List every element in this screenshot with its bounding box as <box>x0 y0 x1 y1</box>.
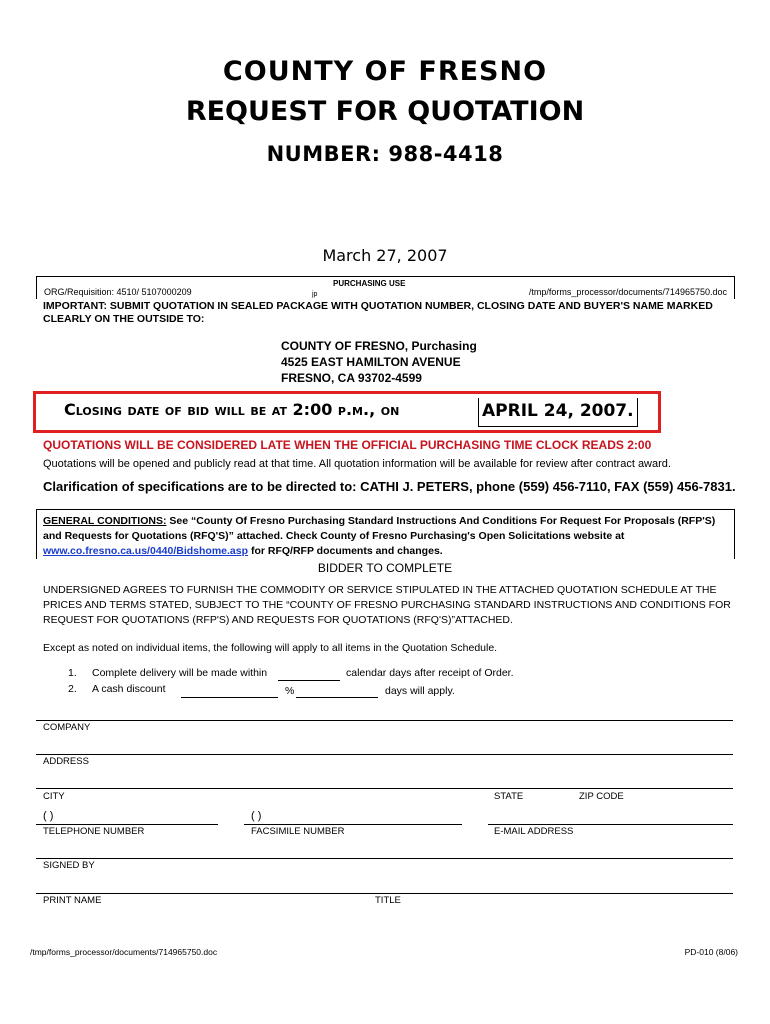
address-line-1: COUNTY OF FRESNO, Purchasing <box>281 339 477 353</box>
title-label: TITLE <box>375 895 401 906</box>
discount-days-field[interactable] <box>296 697 378 698</box>
purchasing-use-label: PURCHASING USE <box>333 279 406 288</box>
clarification-contact: Clarification of specifications are to be directed to: CATHI J. PETERS, phone (559) 456-7110, FAX (559) 456-7831. <box>43 479 736 494</box>
org-requisition: ORG/Requisition: 4510/ 5107000209 <box>44 287 192 297</box>
opening-notice: Quotations will be opened and publicly read at that time. All quotation information will be available for review after contract award. <box>43 458 671 470</box>
city-line[interactable] <box>36 788 733 789</box>
general-conditions-text: See “County Of Fresno Purchasing Standard Instructions And Conditions For Request For Proposals (RFP'S) and Requests for Quotations (RFQ'S)” attached. Check County of Fresno Purchasing's Open Solicitations website at <box>43 515 716 542</box>
purchasing-use-box <box>36 276 735 299</box>
telephone-field[interactable] <box>36 824 218 825</box>
percent-sign: % <box>285 685 295 697</box>
general-conditions-tail: for RFQ/RFP documents and changes. <box>248 545 443 557</box>
print-name-label: PRINT NAME <box>43 895 102 906</box>
company-line[interactable] <box>36 720 733 721</box>
telephone-label: TELEPHONE NUMBER <box>43 826 145 837</box>
facsimile-field[interactable] <box>244 824 462 825</box>
item-1-text: Complete delivery will be made within <box>92 667 268 679</box>
document-path: /tmp/forms_processor/documents/714965750.doc <box>528 287 727 297</box>
company-label: COMPANY <box>43 722 91 733</box>
cash-discount-field[interactable] <box>181 697 278 698</box>
print-name-line[interactable] <box>36 893 733 894</box>
zip-code-label: ZIP CODE <box>579 791 624 802</box>
issue-date: March 27, 2007 <box>322 246 448 265</box>
phone-area-code: ( ) <box>43 810 54 822</box>
item-2-number: 2. <box>68 683 77 695</box>
address-line[interactable] <box>36 754 733 755</box>
signed-by-label: SIGNED BY <box>43 860 95 871</box>
item-1-number: 1. <box>68 667 77 679</box>
delivery-address <box>281 338 477 386</box>
item-2-text-end: days will apply. <box>385 685 455 697</box>
document-title: REQUEST FOR QUOTATION <box>185 96 585 127</box>
quotation-number: NUMBER: 988-4418 <box>266 142 504 166</box>
item-2-text: A cash discount <box>92 683 166 695</box>
signature-line[interactable] <box>36 858 733 859</box>
city-label: CITY <box>43 791 65 802</box>
fax-area-code: ( ) <box>251 810 262 822</box>
address-line-2: 4525 EAST HAMILTON AVENUE <box>281 355 461 369</box>
closing-date-value: APRIL 24, 2007. <box>478 398 638 427</box>
delivery-days-field[interactable] <box>278 680 340 681</box>
state-label: STATE <box>494 791 524 802</box>
email-field[interactable] <box>488 824 733 825</box>
late-notice: QUOTATIONS WILL BE CONSIDERED LATE WHEN THE OFFICIAL PURCHASING TIME CLOCK READS 2:00 <box>43 438 652 452</box>
facsimile-label: FACSIMILE NUMBER <box>251 826 345 837</box>
address-line-3: FRESNO, CA 93702-4599 <box>281 371 422 385</box>
address-label: ADDRESS <box>43 756 89 767</box>
except-note: Except as noted on individual items, the following will apply to all items in the Quotation Schedule. <box>43 642 498 654</box>
county-title: COUNTY OF FRESNO <box>222 56 548 87</box>
important-notice: IMPORTANT: SUBMIT QUOTATION IN SEALED PACKAGE WITH QUOTATION NUMBER, CLOSING DATE AND BUYER'S NAME MARKED CLEARLY ON THE OUTSIDE TO: <box>43 300 713 325</box>
undersigned-agreement: UNDERSIGNED AGREES TO FURNISH THE COMMODITY OR SERVICE STIPULATED IN THE ATTACHED QUOTATION SCHEDULE AT THE PRICES AND TERMS STATED, SUBJECT TO THE “COUNTY OF FRESNO PURCHASING STANDARD INSTRUCTIONS AND CONDITIONS FOR REQUEST FOR QUOTATIONS (RFP'S) AND REQUESTS FOR QUOTATIONS (RFQ'S)”ATTACHED. <box>43 584 731 626</box>
closing-date-text: Closing date of bid will be at 2:00 p.m., on <box>64 400 400 419</box>
form-id: PD-010 (8/06) <box>684 947 738 957</box>
item-1-text-end: calendar days after receipt of Order. <box>346 667 514 679</box>
bids-website-link[interactable]: www.co.fresno.ca.us/0440/Bidshome.asp <box>43 545 249 557</box>
general-conditions <box>43 514 729 559</box>
email-label: E-MAIL ADDRESS <box>494 826 574 837</box>
bidder-heading: BIDDER TO COMPLETE <box>317 561 453 575</box>
buyer-initials: jp <box>312 291 318 298</box>
general-conditions-label: GENERAL CONDITIONS: <box>43 515 167 527</box>
footer-path: /tmp/forms_processor/documents/714965750.doc <box>30 947 218 957</box>
